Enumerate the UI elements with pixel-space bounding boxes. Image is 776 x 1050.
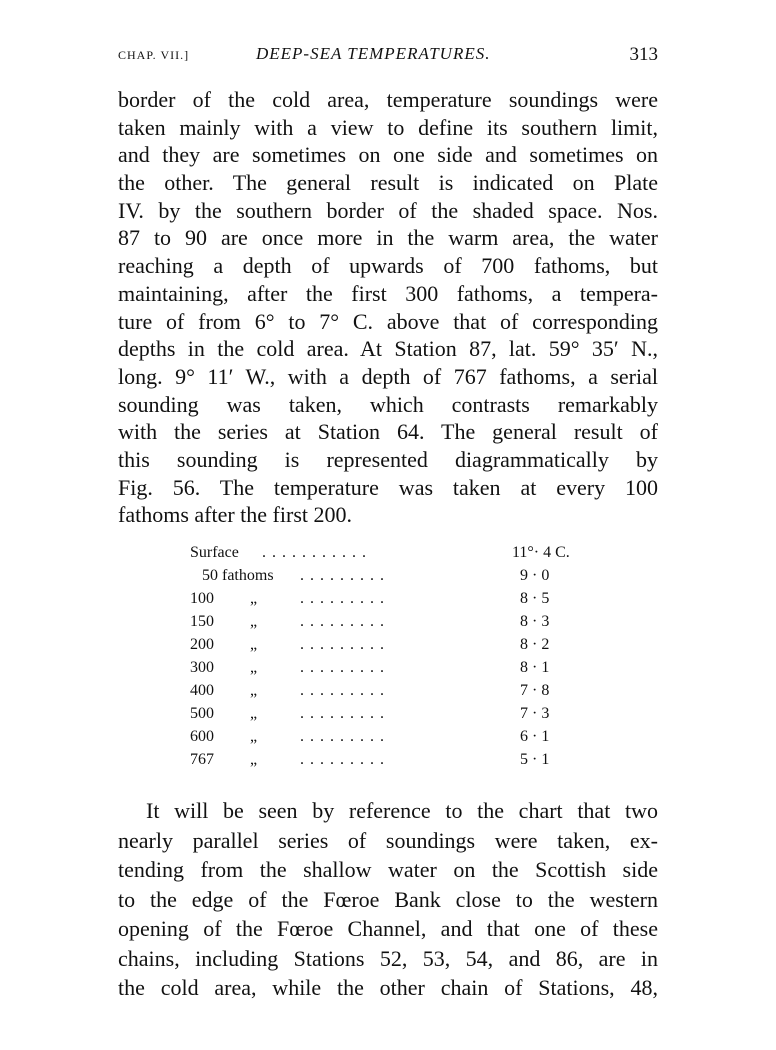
depth-cell: 150 <box>190 613 214 630</box>
table-row <box>190 659 610 682</box>
text-line: tending from the shallow water on the Scottish side <box>118 857 658 882</box>
text-line: sounding was taken, which contrasts remarkably <box>118 391 658 417</box>
leader-dots: . . . . . . . . . <box>300 659 385 676</box>
text-line: and they are sometimes on one side and sometimes on <box>118 142 658 168</box>
table-row <box>190 544 610 567</box>
text-line: chains, including Stations 52, 53, 54, and 86, are in <box>118 945 658 971</box>
table-row <box>190 567 610 590</box>
leader-dots: . . . . . . . . . <box>300 751 385 768</box>
table-row <box>190 682 610 705</box>
temperature-cell: 11°· 4 C. <box>512 544 570 561</box>
text-line: with the series at Station 64. The general result of <box>118 419 658 445</box>
depth-cell: 50 fathoms <box>202 567 274 584</box>
leader-dots: . . . . . . . . . <box>300 705 385 722</box>
ditto-mark: „ <box>250 590 258 607</box>
text-line: border of the cold area, temperature soundings were <box>118 87 658 112</box>
text-line: maintaining, after the first 300 fathoms, a tempera- <box>118 280 658 306</box>
temperature-cell: 7 · 3 <box>520 705 550 722</box>
leader-dots: . . . . . . . . . <box>300 590 385 607</box>
table-row <box>190 636 610 659</box>
depth-cell: 600 <box>190 728 214 745</box>
temperature-cell: 8 · 3 <box>520 613 550 630</box>
temperature-cell: 6 · 1 <box>520 728 550 745</box>
text-line: nearly parallel series of soundings were taken, ex- <box>118 827 658 853</box>
text-line: It will be seen by reference to the chart that two <box>146 798 658 823</box>
leader-dots: . . . . . . . . . <box>300 682 385 699</box>
chapter-label: CHAP. VII.] <box>118 48 190 62</box>
ditto-mark: „ <box>250 636 258 653</box>
table-row <box>190 590 610 613</box>
table-row <box>190 751 610 774</box>
depth-cell: 500 <box>190 705 214 722</box>
depth-cell: 100 <box>190 590 214 607</box>
text-line: the other. The general result is indicated on Plate <box>118 170 658 196</box>
ditto-mark: „ <box>250 705 258 722</box>
paragraph-2 <box>118 796 658 1003</box>
temperature-cell: 7 · 8 <box>520 682 550 699</box>
leader-dots: . . . . . . . . . <box>300 613 385 630</box>
text-line: 87 to 90 are once more in the warm area, the water <box>118 225 658 251</box>
text-line: depths in the cold area. At Station 87, lat. 59° 35′ N., <box>118 336 658 362</box>
temperature-cell: 8 · 1 <box>520 659 550 676</box>
text-line: fathoms after the first 200. <box>118 502 352 528</box>
depth-cell: Surface <box>190 544 239 561</box>
temperature-cell: 8 · 5 <box>520 590 550 607</box>
text-line: reaching a depth of upwards of 700 fathoms, but <box>118 253 658 279</box>
ditto-mark: „ <box>250 613 258 630</box>
ditto-mark: „ <box>250 751 258 768</box>
depth-cell: 300 <box>190 659 214 676</box>
leader-dots: . . . . . . . . . <box>300 728 385 745</box>
leader-dots: . . . . . . . . . <box>300 567 385 584</box>
running-title: DEEP-SEA TEMPERATURES. <box>256 44 491 63</box>
text-line: taken mainly with a view to define its southern limit, <box>118 114 658 140</box>
ditto-mark: „ <box>250 682 258 699</box>
paragraph-1 <box>118 86 658 529</box>
text-line: this sounding is represented diagrammatically by <box>118 446 658 472</box>
text-line: ture of from 6° to 7° C. above that of corresponding <box>118 308 658 334</box>
temperature-table <box>190 544 610 774</box>
leader-dots: . . . . . . . . . <box>300 636 385 653</box>
temperature-cell: 9 · 0 <box>520 567 550 584</box>
ditto-mark: „ <box>250 728 258 745</box>
text-line: Fig. 56. The temperature was taken at every 100 <box>118 474 658 500</box>
table-row <box>190 613 610 636</box>
page-number: 313 <box>629 44 658 65</box>
temperature-cell: 8 · 2 <box>520 636 550 653</box>
temperature-cell: 5 · 1 <box>520 751 550 768</box>
page-header <box>118 44 658 74</box>
depth-cell: 200 <box>190 636 214 653</box>
table-row <box>190 728 610 751</box>
text-line: to the edge of the Fœroe Bank close to the western <box>118 886 658 912</box>
text-line: IV. by the southern border of the shaded space. Nos. <box>118 197 658 223</box>
table-row <box>190 705 610 728</box>
text-line: long. 9° 11′ W., with a depth of 767 fathoms, a serial <box>118 363 658 389</box>
leader-dots: . . . . . . . . . . . <box>262 544 367 561</box>
depth-cell: 767 <box>190 751 214 768</box>
text-line: the cold area, while the other chain of Stations, 48, <box>118 975 658 1000</box>
depth-cell: 400 <box>190 682 214 699</box>
text-line: opening of the Fœroe Channel, and that one of these <box>118 916 658 941</box>
ditto-mark: „ <box>250 659 258 676</box>
